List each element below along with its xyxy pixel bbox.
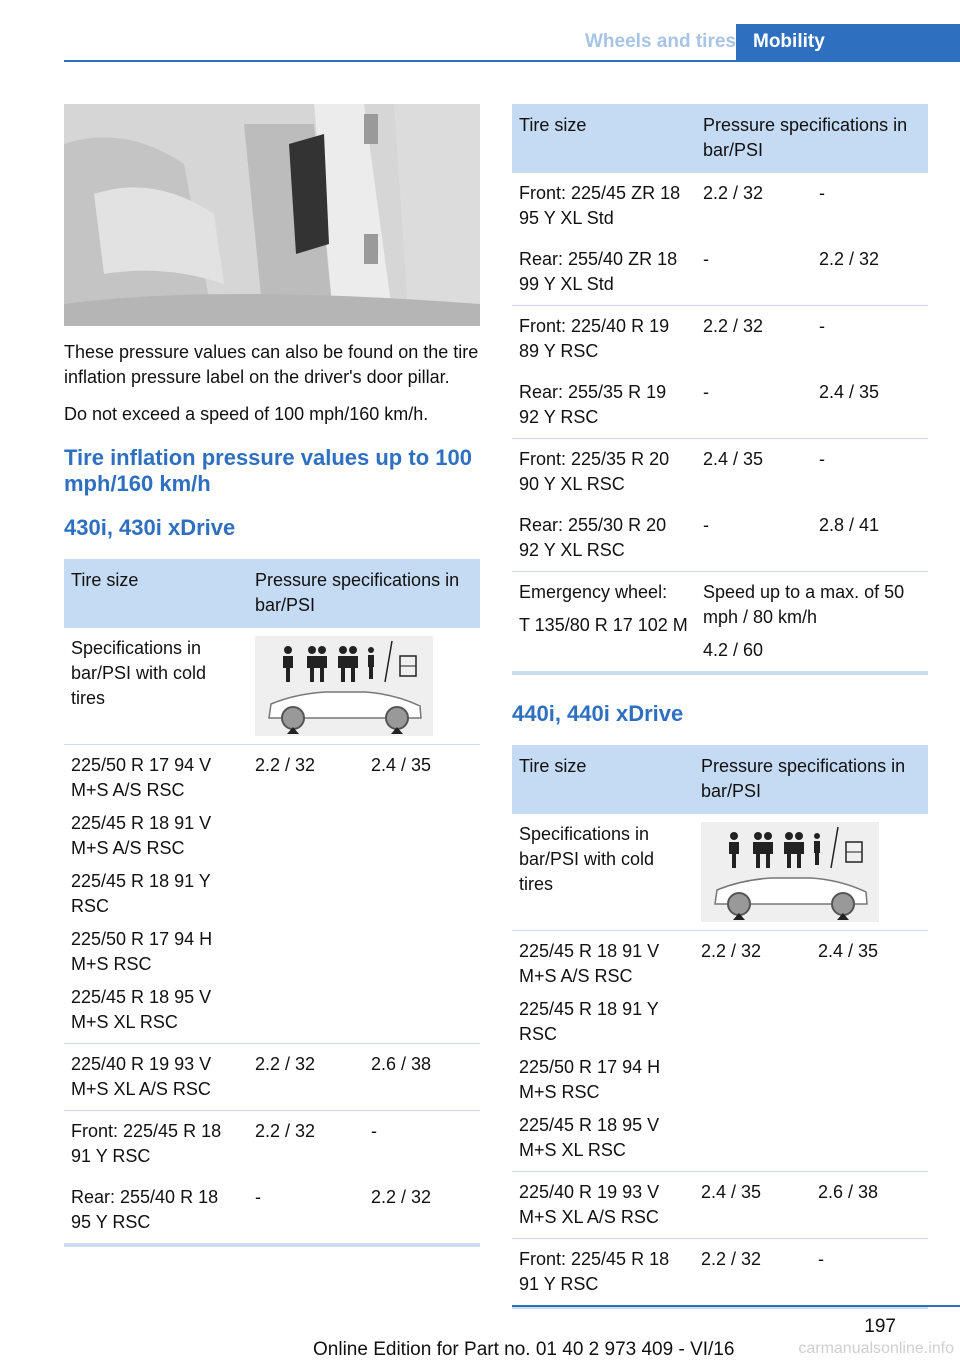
column-header-pressure: Pressure specifications in bar/PSI bbox=[694, 745, 928, 814]
column-header-pressure: Pressure specifications in bar/PSI bbox=[248, 559, 480, 628]
paragraph-speed-limit: Do not exceed a speed of 100 mph/160 km/h. bbox=[64, 404, 429, 424]
watermark: carmanualsonline.info bbox=[798, 1340, 954, 1357]
tire-size: Rear: 255/30 R 20 92 Y XL RSC bbox=[519, 515, 667, 560]
pressure-value: 2.2 / 32 bbox=[703, 183, 764, 203]
section-heading: Tire inflation pressure values up to 100 mph/160 km/h bbox=[64, 445, 472, 496]
tire-size: 225/45 R 18 91 Y RSC bbox=[519, 999, 659, 1044]
tire-size: Rear: 255/35 R 19 92 Y RSC bbox=[519, 382, 667, 427]
tire-size: 225/45 R 18 95 V M+S XL RSC bbox=[71, 987, 212, 1032]
tire-size: 225/50 R 17 94 H M+S RSC bbox=[519, 1057, 661, 1102]
left-column bbox=[64, 104, 480, 1247]
model-heading-440i: 440i, 440i xDrive bbox=[512, 701, 684, 726]
pressure-value: 2.2 / 32 bbox=[696, 306, 812, 373]
header-section-title: Wheels and tires bbox=[585, 31, 736, 52]
pressure-value: 2.2 / 32 bbox=[694, 931, 811, 1172]
column-header-tire-size: Tire size bbox=[512, 104, 696, 173]
pressure-table-440i bbox=[512, 745, 928, 1309]
tire-size: 225/45 R 18 91 V M+S A/S RSC bbox=[71, 813, 212, 858]
pressure-value: - bbox=[812, 306, 928, 373]
pressure-table-430i bbox=[64, 559, 480, 1247]
tire-size: Front: 225/35 R 20 90 Y XL RSC bbox=[512, 439, 696, 506]
pressure-value: - bbox=[364, 1111, 480, 1178]
tire-size: Front: 225/45 R 18 91 Y RSC bbox=[512, 1239, 694, 1308]
emergency-wheel-cell bbox=[512, 572, 696, 674]
pressure-value: 2.6 / 38 bbox=[364, 1044, 480, 1111]
pressure-value: 2.2 / 32 bbox=[819, 249, 880, 269]
model-heading-430i: 430i, 430i xDrive bbox=[64, 515, 236, 540]
door-pillar-illustration bbox=[64, 104, 480, 326]
column-header-pressure: Pressure specifications in bar/PSI bbox=[696, 104, 928, 173]
pressure-value: 2.2 / 32 bbox=[694, 1239, 811, 1308]
emergency-wheel-spec bbox=[696, 572, 928, 674]
pressure-value: 2.4 / 35 bbox=[696, 439, 812, 506]
pressure-value: - bbox=[819, 183, 825, 203]
tire-size: 225/40 R 19 93 V M+S XL A/S RSC bbox=[512, 1172, 694, 1239]
tire-size: 225/50 R 17 94 H M+S RSC bbox=[71, 929, 213, 974]
pressure-value: 2.4 / 35 bbox=[364, 745, 480, 1044]
tire-size: 225/45 R 18 91 V M+S A/S RSC bbox=[519, 941, 660, 986]
tire-size: 225/40 R 19 93 V M+S XL A/S RSC bbox=[64, 1044, 248, 1111]
pressure-value: 2.2 / 32 bbox=[248, 1111, 364, 1178]
column-header-tire-size: Tire size bbox=[64, 559, 248, 628]
pressure-value: - bbox=[812, 439, 928, 506]
pressure-value: - bbox=[811, 1239, 928, 1308]
header-chapter-tab: Mobility bbox=[736, 24, 960, 62]
pressure-value: - bbox=[255, 1187, 261, 1207]
load-condition-icon bbox=[255, 636, 433, 736]
pressure-value: - bbox=[703, 382, 709, 402]
page-number: 197 bbox=[864, 1316, 896, 1337]
tire-size: Front: 225/45 ZR 18 95 Y XL Std bbox=[519, 183, 681, 228]
right-column bbox=[512, 104, 928, 1309]
tire-size: Front: 225/45 R 18 91 Y RSC bbox=[64, 1111, 248, 1178]
spec-label: Specifications in bar/PSI with cold tires bbox=[71, 638, 207, 708]
edition-info: Online Edition for Part no. 01 40 2 973 409 - VI/16 bbox=[313, 1339, 735, 1360]
column-header-tire-size: Tire size bbox=[512, 745, 694, 814]
pressure-value: - bbox=[703, 515, 709, 535]
paragraph-label-location: These pressure values can also be found on the tire inflation pressure label on the driver's door pillar. bbox=[64, 342, 479, 387]
pressure-value: 2.2 / 32 bbox=[371, 1187, 432, 1207]
tire-size: Rear: 255/40 ZR 18 99 Y XL Std bbox=[519, 249, 678, 294]
footer-divider bbox=[512, 1305, 960, 1307]
pressure-value: 2.2 / 32 bbox=[248, 745, 364, 1044]
pressure-value: 2.8 / 41 bbox=[819, 515, 880, 535]
pressure-table-430i-continued bbox=[512, 104, 928, 675]
tire-size: 225/45 R 18 91 Y RSC bbox=[71, 871, 211, 916]
tire-size: 225/50 R 17 94 V M+S A/S RSC bbox=[71, 755, 212, 800]
pressure-value: 2.4 / 35 bbox=[694, 1172, 811, 1239]
tire-size-group bbox=[512, 931, 694, 1172]
pressure-value: 2.2 / 32 bbox=[248, 1044, 364, 1111]
door-pillar-photo bbox=[64, 104, 480, 326]
pressure-value: 2.4 / 35 bbox=[819, 382, 880, 402]
tire-size: 225/45 R 18 95 V M+S XL RSC bbox=[519, 1115, 660, 1160]
pressure-value: 2.4 / 35 bbox=[811, 931, 928, 1172]
emergency-pressure: 4.2 / 60 bbox=[703, 640, 764, 660]
emergency-wheel-size: T 135/80 R 17 102 M bbox=[519, 615, 688, 635]
page-header bbox=[64, 24, 960, 62]
tire-size-group bbox=[64, 745, 248, 1044]
spec-label: Specifications in bar/PSI with cold tires bbox=[519, 824, 655, 894]
load-condition-icon bbox=[701, 822, 879, 922]
tire-size: Rear: 255/40 R 18 95 Y RSC bbox=[71, 1187, 219, 1232]
emergency-wheel-label: Emergency wheel: bbox=[519, 582, 668, 602]
tire-size: Front: 225/40 R 19 89 Y RSC bbox=[512, 306, 696, 373]
pressure-value: 2.6 / 38 bbox=[811, 1172, 928, 1239]
pressure-value: - bbox=[703, 249, 709, 269]
emergency-speed-limit: Speed up to a max. of 50 mph / 80 km/h bbox=[703, 582, 905, 627]
